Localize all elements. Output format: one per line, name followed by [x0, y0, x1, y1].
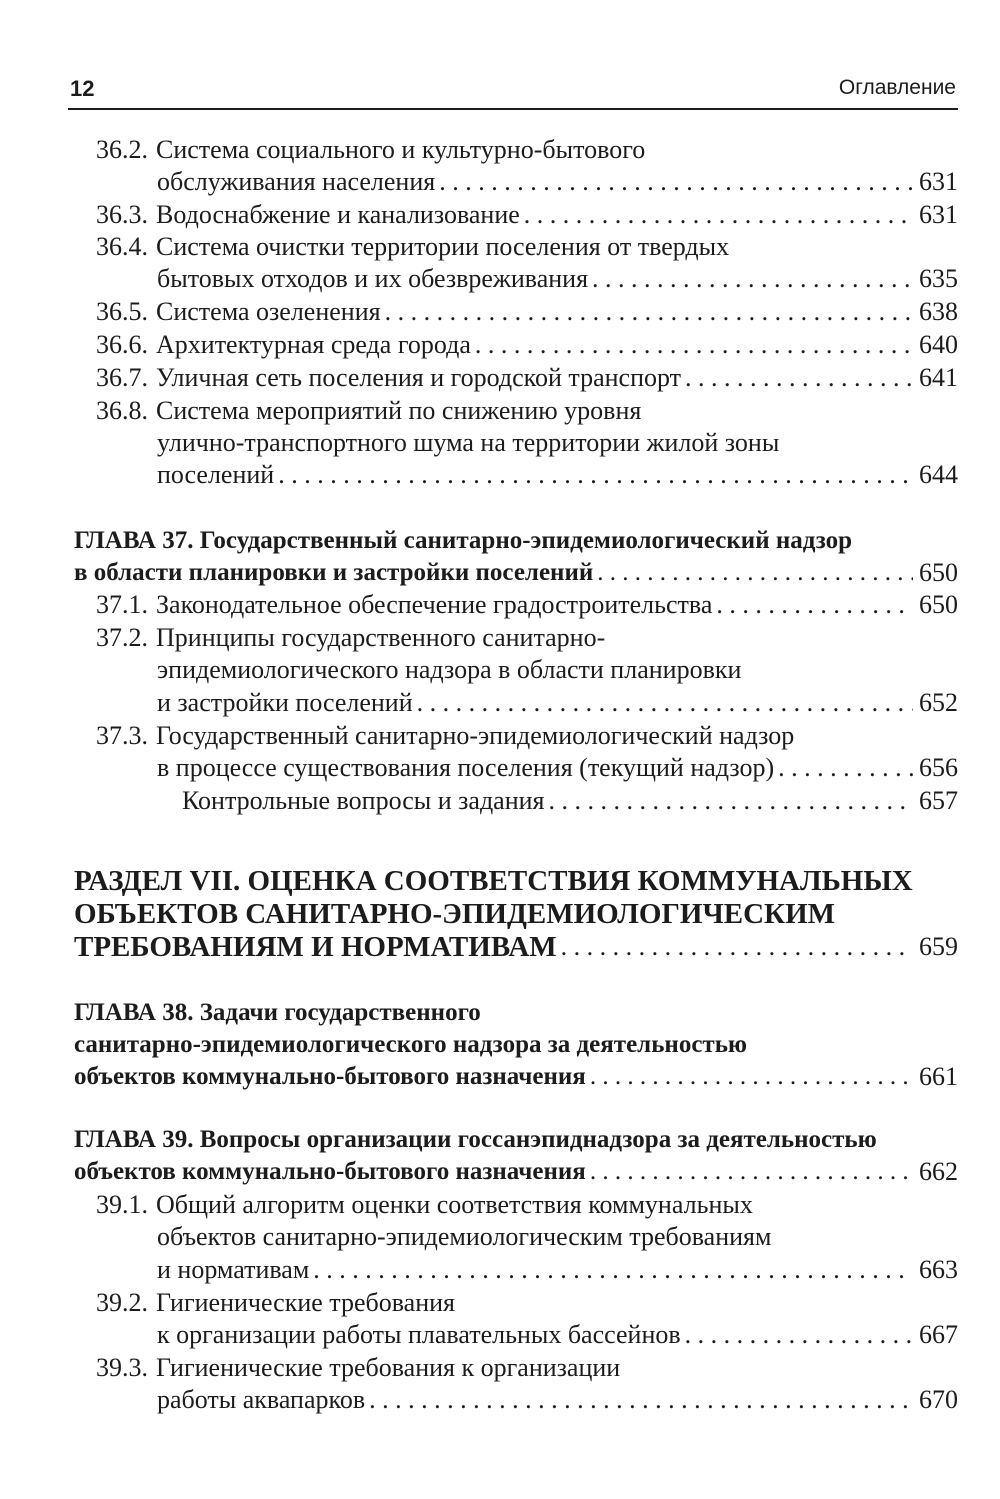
page-ref: 650	[919, 558, 958, 587]
page-ref: 662	[919, 1157, 958, 1186]
toc-review-questions[interactable]: Контрольные вопросы и задания . . . 657	[182, 785, 958, 817]
page-ref: 656	[919, 753, 958, 782]
page-ref: 644	[919, 460, 958, 489]
toc-entry-36-4-cont[interactable]: бытовых отходов и их обезвреживания . . . 635	[157, 263, 958, 295]
toc-entry-37-2-cont[interactable]: эпидемиологического надзора в области планировки	[157, 655, 742, 684]
toc-entry-37-2[interactable]: 37.2. Принципы государственного санитарно-	[96, 623, 606, 652]
toc-entry-37-3[interactable]: 37.3. Государственный санитарно-эпидемиологический надзор	[96, 721, 795, 750]
toc-entry-36-5[interactable]: 36.5. Система озеленения . . . 638	[96, 296, 958, 328]
toc-chapter-37[interactable]: ГЛАВА 37. Государственный санитарно-эпидемиологический надзор	[74, 527, 853, 554]
page-ref: 652	[919, 688, 958, 717]
page-ref: 667	[919, 1320, 958, 1349]
toc-entry-36-4[interactable]: 36.4. Система очистки территории поселения от твердых	[96, 232, 730, 261]
toc-entry-39-3-cont[interactable]: работы аквапарков . . . 670	[157, 1384, 958, 1416]
page-ref: 635	[919, 264, 958, 293]
toc-chapter-38-cont[interactable]: санитарно-эпидемиологического надзора за деятельностью	[74, 1031, 748, 1058]
page-ref: 657	[919, 786, 958, 815]
page-ref: 661	[919, 1062, 958, 1091]
running-title: Оглавление	[838, 76, 956, 99]
toc-entry-36-2[interactable]: 36.2. Система социального и культурно-бытового	[96, 135, 646, 164]
toc-entry-36-8-cont2[interactable]: поселений . . . 644	[157, 459, 958, 491]
page-ref: 670	[919, 1385, 958, 1414]
toc-entry-36-6[interactable]: 36.6. Архитектурная среда города . . . 640	[96, 329, 958, 361]
toc-section-7-cont2[interactable]: ТРЕБОВАНИЯМ И НОРМАТИВАМ . . . 659	[74, 930, 958, 964]
toc-entry-39-1[interactable]: 39.1. Общий алгоритм оценки соответствия коммунальных	[96, 1190, 753, 1219]
page-ref: 631	[919, 200, 958, 229]
page-number: 12	[70, 76, 95, 101]
toc-entry-37-2-cont2[interactable]: и застройки поселений . . . 652	[157, 687, 958, 719]
toc-entry-36-3[interactable]: 36.3. Водоснабжение и канализование . . . 631	[96, 199, 958, 231]
toc-chapter-39-cont[interactable]: объектов коммунально-бытового назначения . . . 662	[74, 1156, 958, 1188]
toc-entry-39-1-cont2[interactable]: и нормативам . . . 663	[157, 1254, 958, 1286]
page-ref: 650	[919, 590, 958, 619]
running-header	[68, 74, 958, 110]
page-ref: 638	[919, 297, 958, 326]
page-ref: 640	[919, 330, 958, 359]
toc-section-7[interactable]: РАЗДЕЛ VII. ОЦЕНКА СООТВЕТСТВИЯ КОММУНАЛЬНЫХ	[74, 865, 913, 897]
toc-chapter-37-cont[interactable]: в области планировки и застройки поселений . . . 650	[74, 557, 958, 589]
toc-entry-37-3-cont[interactable]: в процессе существования поселения (текущий надзор) . . . 656	[157, 752, 958, 784]
toc-entry-36-8-cont[interactable]: улично-транспортного шума на территории жилой зоны	[157, 428, 780, 457]
toc-entry-39-2[interactable]: 39.2. Гигиенические требования	[96, 1288, 455, 1317]
toc-entry-39-1-cont[interactable]: объектов санитарно-эпидемиологическим требованиям	[157, 1222, 772, 1251]
page-ref: 663	[919, 1255, 958, 1284]
toc-entry-36-7[interactable]: 36.7. Уличная сеть поселения и городской транспорт . . . 641	[96, 362, 958, 394]
page-ref: 631	[919, 167, 958, 196]
page-ref: 641	[919, 363, 958, 392]
toc-entry-36-2-cont[interactable]: обслуживания населения . . . 631	[157, 166, 958, 198]
toc-chapter-38-cont2[interactable]: объектов коммунально-бытового назначения . . . 661	[74, 1061, 958, 1093]
toc-entry-36-8[interactable]: 36.8. Система мероприятий по снижению уровня	[96, 396, 642, 425]
toc-chapter-39[interactable]: ГЛАВА 39. Вопросы организации госсанэпиднадзора за деятельностью	[74, 1126, 877, 1153]
toc-entry-37-1[interactable]: 37.1. Законодательное обеспечение градостроительства . . . 650	[96, 589, 958, 621]
page-ref: 659	[919, 932, 958, 961]
toc-chapter-38[interactable]: ГЛАВА 38. Задачи государственного	[74, 999, 481, 1026]
toc-entry-39-2-cont[interactable]: к организации работы плавательных бассейнов . . . 667	[157, 1319, 958, 1351]
toc-entry-39-3[interactable]: 39.3. Гигиенические требования к организации	[96, 1353, 621, 1382]
toc-section-7-cont[interactable]: ОБЪЕКТОВ САНИТАРНО-ЭПИДЕМИОЛОГИЧЕСКИМ	[74, 898, 835, 930]
